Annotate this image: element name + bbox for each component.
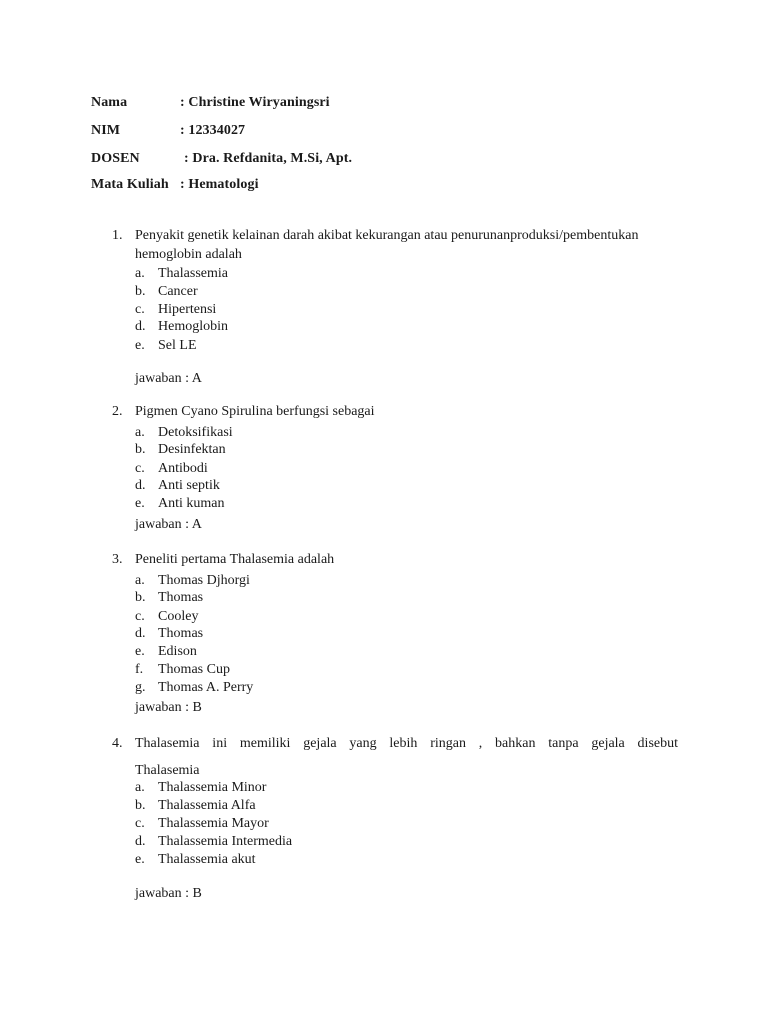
option-text: Detoksifikasi: [158, 425, 233, 440]
question-text-cont: hemoglobin adalah: [135, 247, 242, 262]
question-number: 1.: [112, 228, 123, 243]
option-letter: f.: [135, 662, 144, 677]
option-letter: b.: [135, 590, 146, 605]
question-text-cont: Thalasemia: [135, 763, 200, 778]
option-text: Hipertensi: [158, 302, 217, 317]
option-text: Thomas Cup: [158, 662, 230, 677]
option-text: Thalassemia Intermedia: [158, 834, 293, 849]
option-text: Antibodi: [158, 461, 208, 476]
option-letter: c.: [135, 609, 145, 624]
answer-text: jawaban : A: [135, 517, 202, 532]
option-text: Thalassemia: [158, 266, 228, 281]
option-letter: e.: [135, 852, 145, 867]
option-letter: d.: [135, 834, 146, 849]
option-letter: b.: [135, 442, 146, 457]
question-text: Pigmen Cyano Spirulina berfungsi sebagai: [135, 404, 375, 419]
option-text: Thalassemia Minor: [158, 780, 267, 795]
option-text: Cancer: [158, 284, 198, 299]
matakuliah-value: : Hematologi: [180, 177, 259, 192]
option-letter: e.: [135, 338, 145, 353]
option-letter: c.: [135, 302, 145, 317]
question-number: 3.: [112, 552, 123, 567]
answer-text: jawaban : B: [135, 886, 202, 901]
dosen-value: : Dra. Refdanita, M.Si, Apt.: [184, 151, 353, 166]
option-text: Anti kuman: [158, 496, 225, 511]
option-text: Sel LE: [158, 338, 197, 353]
option-text: Cooley: [158, 609, 199, 624]
dosen-label: DOSEN: [91, 151, 140, 166]
nim-value: : 12334027: [180, 123, 246, 138]
question-text: Thalasemia ini memiliki gejala yang lebih ringan , bahkan tanpa gejala disebut: [135, 736, 678, 751]
answer-text: jawaban : A: [135, 371, 202, 386]
option-text: Thalassemia Mayor: [158, 816, 269, 831]
question-number: 2.: [112, 404, 123, 419]
option-letter: a.: [135, 780, 145, 795]
option-letter: a.: [135, 573, 145, 588]
option-letter: e.: [135, 496, 145, 511]
option-letter: d.: [135, 626, 146, 641]
question-number: 4.: [112, 736, 123, 751]
option-letter: c.: [135, 461, 145, 476]
question-text: Penyakit genetik kelainan darah akibat kekurangan atau penurunanproduksi/pembentukan: [135, 228, 639, 243]
option-text: Edison: [158, 644, 197, 659]
option-text: Thalassemia Alfa: [158, 798, 256, 813]
answer-text: jawaban : B: [135, 700, 202, 715]
option-text: Thomas: [158, 590, 204, 605]
option-text: Hemoglobin: [158, 319, 228, 334]
nama-label: Nama: [91, 95, 128, 110]
option-letter: g.: [135, 680, 146, 695]
option-letter: d.: [135, 319, 146, 334]
option-text: Thomas A. Perry: [158, 680, 254, 695]
option-text: Thalassemia akut: [158, 852, 256, 867]
option-letter: d.: [135, 478, 146, 493]
option-text: Desinfektan: [158, 442, 226, 457]
option-letter: a.: [135, 425, 145, 440]
option-letter: a.: [135, 266, 145, 281]
option-letter: e.: [135, 644, 145, 659]
option-letter: b.: [135, 798, 146, 813]
option-letter: b.: [135, 284, 146, 299]
matakuliah-label: Mata Kuliah: [91, 177, 169, 192]
option-text: Anti septik: [158, 478, 220, 493]
question-text: Peneliti pertama Thalasemia adalah: [135, 552, 335, 567]
nim-label: NIM: [91, 123, 121, 138]
option-letter: c.: [135, 816, 145, 831]
option-text: Thomas Djhorgi: [158, 573, 250, 588]
nama-value: : Christine Wiryaningsri: [180, 95, 330, 110]
option-text: Thomas: [158, 626, 204, 641]
